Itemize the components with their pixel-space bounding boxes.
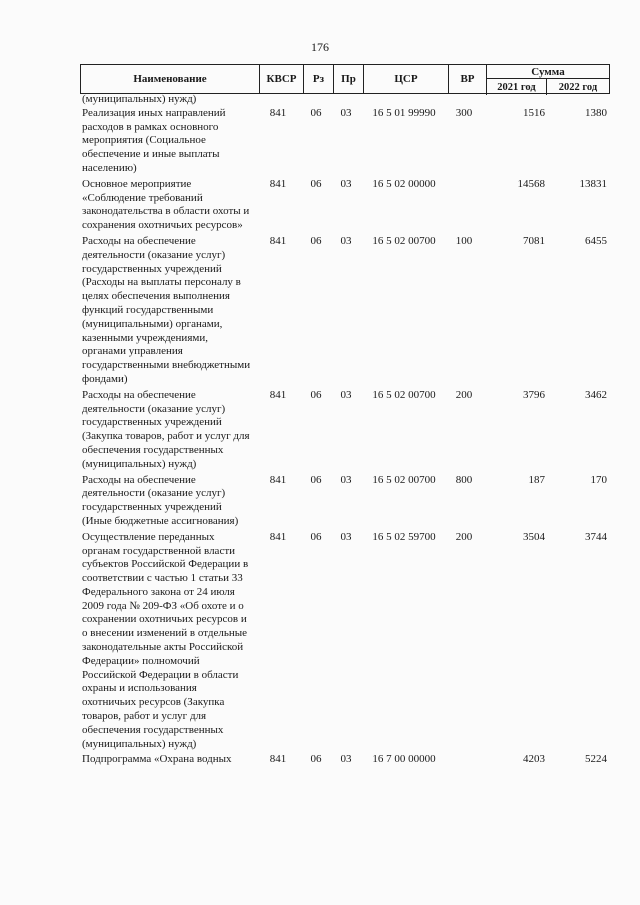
table-row: [80, 474, 610, 529]
table-row: [80, 107, 610, 176]
row-sum-2022: 6455: [585, 234, 607, 247]
row-sum-2022: 3462: [585, 388, 607, 401]
row-kvsr: 841: [269, 106, 287, 119]
row-rz: 06: [310, 473, 322, 486]
row-csr: 16 5 02 59700: [372, 530, 436, 543]
row-sum-2021: 187: [528, 473, 545, 486]
row-pr: 03: [340, 177, 352, 190]
header-pr: Пр: [333, 65, 363, 93]
row-csr: 16 7 00 00000: [372, 753, 436, 766]
header-rz: Рз: [303, 65, 333, 93]
row-name: Расходы на обеспечение деятельности (оказание услуг) государственных учреждений (Закупка товаров, работ и услуг для обеспечения государственных (муниципальных) нужд): [82, 388, 250, 470]
row-kvsr: 841: [269, 388, 287, 401]
header-csr: ЦСР: [363, 65, 448, 93]
row-pr: 03: [340, 530, 352, 543]
row-sum-2022: 5224: [585, 753, 607, 766]
row-csr: 16 5 02 00700: [372, 388, 436, 401]
row-pr: 03: [340, 234, 352, 247]
row-name: Реализация иных направлений расходов в рамках основного мероприятия (Социальное обеспечение и иные выплаты населению): [82, 106, 226, 174]
row-csr: 16 5 01 99990: [372, 106, 436, 119]
row-kvsr: 841: [269, 530, 287, 543]
row-rz: 06: [310, 530, 322, 543]
row-vr: 300: [455, 106, 473, 119]
row-vr: 200: [455, 388, 473, 401]
row-name: Основное мероприятие «Соблюдение требований законодательства в области охоты и сохранения охотничьих ресурсов»: [82, 177, 250, 232]
table-row: [80, 93, 610, 107]
page-number: 176: [311, 40, 329, 54]
row-pr: 03: [340, 106, 352, 119]
table-row: [80, 389, 610, 472]
row-rz: 06: [310, 753, 322, 766]
row-rz: 06: [310, 234, 322, 247]
row-pr: 03: [340, 753, 352, 766]
row-csr: 16 5 02 00700: [372, 473, 436, 486]
row-sum-2022: 1380: [585, 106, 607, 119]
row-rz: 06: [310, 177, 322, 190]
row-pr: 03: [340, 388, 352, 401]
header-kvsr: КВСР: [259, 65, 303, 93]
row-kvsr: 841: [269, 177, 287, 190]
row-sum-2022: 13831: [579, 177, 607, 190]
table-body: [80, 93, 610, 767]
row-name: Подпрограмма «Охрана водных: [82, 753, 232, 766]
table-row: [80, 753, 610, 767]
header-vr: ВР: [448, 65, 486, 93]
row-name: Расходы на обеспечение деятельности (оказание услуг) государственных учреждений (Расходы на выплаты персоналу в целях обеспечения выполнения функций государственными (муниципальными) органами, казенными учреждениями, органами управления государственными внебюджетными фондами): [82, 234, 251, 385]
row-name: (муниципальных) нужд): [82, 93, 197, 105]
row-name: Осуществление переданных органам государственной власти субъектов Российской Федерации в соответствии с частью 1 статьи 33 Федерального закона от 24 июля 2009 года № 209-ФЗ «Об охоте и о сохранении охотничьих ресурсов и о внесении изменений в отдельные законодательные акты Российской Федерации» полномочий Российской Федерации в области охраны и использования охотничьих ресурсов (Закупка товаров, работ и услуг для обеспечения государственных (муниципальных) нужд): [82, 530, 249, 750]
row-csr: 16 5 02 00000: [372, 177, 436, 190]
table-row: [80, 178, 610, 233]
row-sum-2021: 3504: [523, 530, 545, 543]
row-sum-2021: 1516: [523, 106, 545, 119]
header-2022: 2022 год: [546, 79, 609, 95]
row-kvsr: 841: [269, 473, 287, 486]
row-pr: 03: [340, 473, 352, 486]
row-vr: 800: [455, 473, 473, 486]
row-csr: 16 5 02 00700: [372, 234, 436, 247]
row-rz: 06: [310, 388, 322, 401]
table-row: [80, 531, 610, 752]
row-vr: 100: [455, 234, 473, 247]
header-2021: 2021 год: [486, 79, 546, 95]
row-kvsr: 841: [269, 753, 287, 766]
header-sum: Сумма: [486, 65, 609, 79]
row-name: Расходы на обеспечение деятельности (оказание услуг) государственных учреждений (Иные бюджетные ассигнования): [82, 473, 239, 527]
row-sum-2021: 7081: [523, 234, 545, 247]
table-header: [80, 64, 610, 94]
table-row: [80, 235, 610, 387]
row-kvsr: 841: [269, 234, 287, 247]
row-sum-2021: 4203: [523, 753, 545, 766]
row-sum-2022: 170: [590, 473, 607, 486]
row-sum-2021: 3796: [523, 388, 545, 401]
row-rz: 06: [310, 106, 322, 119]
row-sum-2022: 3744: [585, 530, 607, 543]
header-name: Наименование: [133, 73, 207, 85]
row-sum-2021: 14568: [517, 177, 545, 190]
row-vr: 200: [455, 530, 473, 543]
